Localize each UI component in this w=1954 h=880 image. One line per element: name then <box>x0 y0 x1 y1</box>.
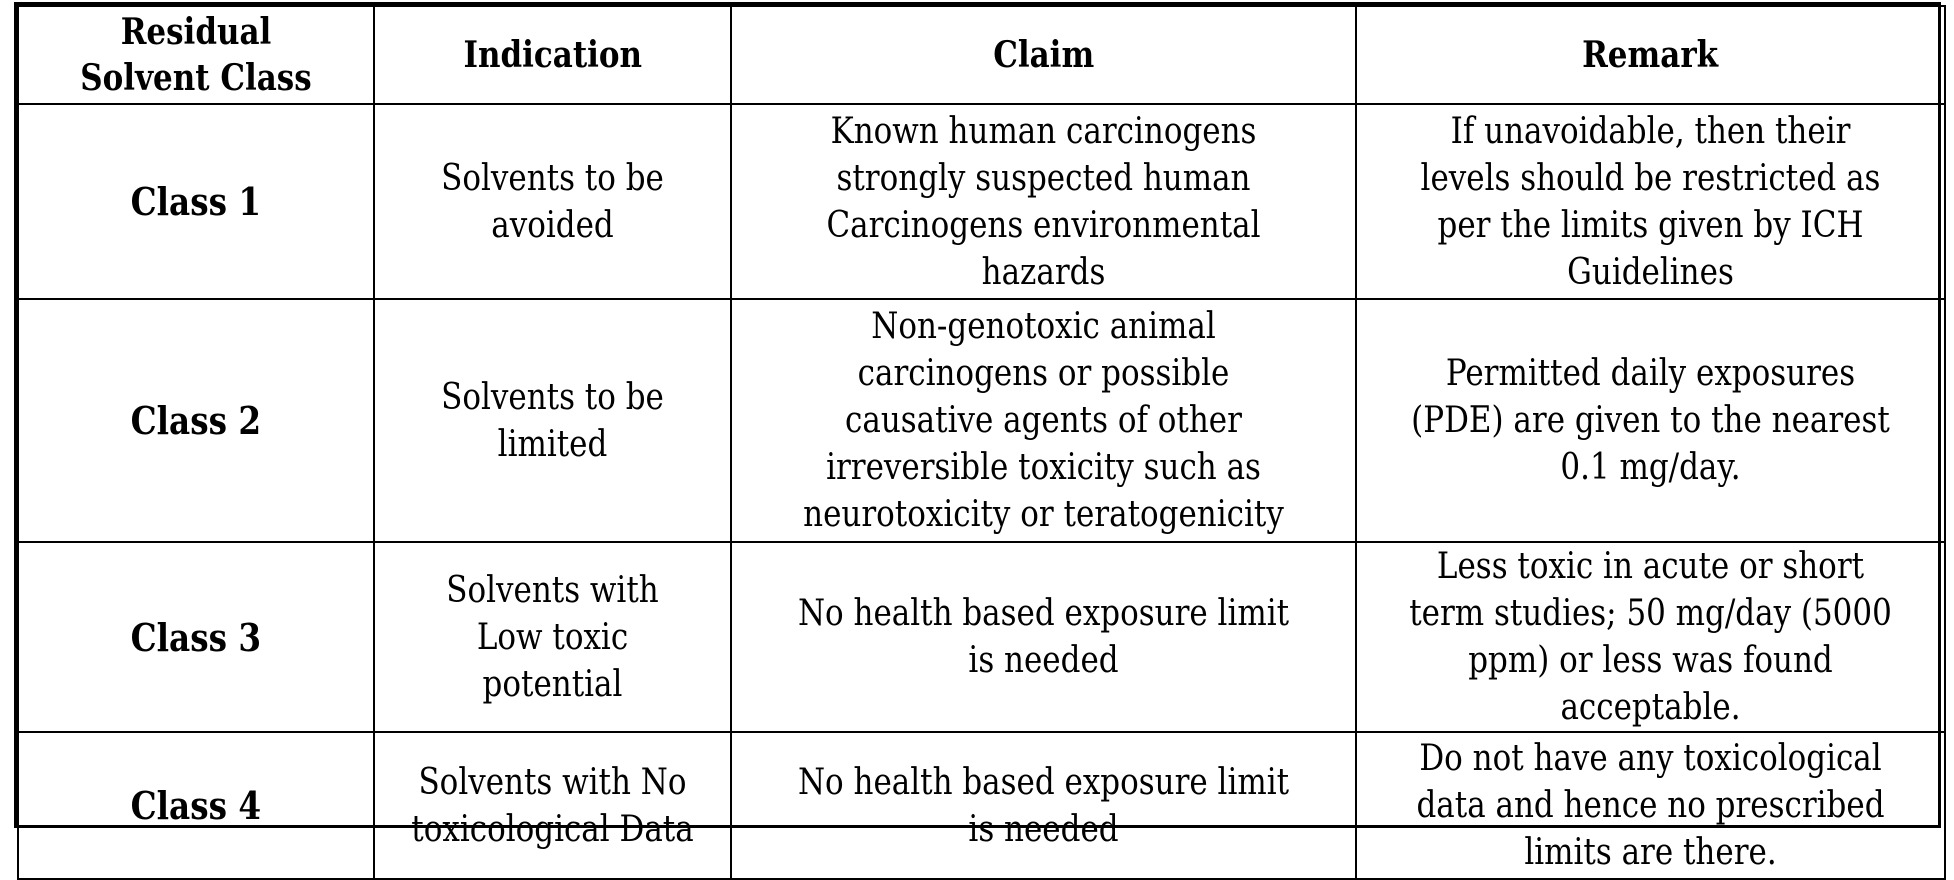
remark-text: Do not have any toxicological data and hence no prescribed limits are there. <box>1416 738 1885 873</box>
cell-remark <box>1356 732 1945 879</box>
class-label: Class 1 <box>130 179 262 224</box>
indication-text: Solvents to be limited <box>441 376 664 465</box>
cell-class <box>18 542 374 732</box>
cell-indication <box>374 299 731 542</box>
cell-claim <box>731 299 1356 542</box>
cell-class <box>18 732 374 879</box>
header-claim <box>731 6 1356 104</box>
cell-class <box>18 299 374 542</box>
cell-remark <box>1356 542 1945 732</box>
cell-claim <box>731 542 1356 732</box>
claim-text: No health based exposure limit is needed <box>797 593 1290 681</box>
indication-text: Solvents with Low toxic potential <box>446 569 659 705</box>
cell-class <box>18 104 374 299</box>
cell-indication <box>374 732 731 879</box>
table-header-row <box>18 6 1945 104</box>
indication-text: Solvents with No toxicological Data <box>411 761 694 850</box>
class-label: Class 3 <box>130 614 262 660</box>
cell-claim <box>731 732 1356 879</box>
claim-text: Non-genotoxic animal carcinogens or possible causative agents of other irreversible toxicity such as neurotoxicity or teratogenicity <box>803 306 1284 535</box>
header-residual-solvent-class <box>18 6 374 104</box>
class-label: Class 4 <box>130 783 262 828</box>
residual-solvent-table-container <box>14 2 1941 873</box>
remark-text: Permitted daily exposures (PDE) are given to the nearest 0.1 mg/day. <box>1411 353 1890 488</box>
table-row <box>18 732 1945 879</box>
remark-text: Less toxic in acute or short term studies; 50 mg/day (5000 ppm) or less was found acceptable. <box>1409 546 1892 728</box>
table-row <box>18 104 1945 299</box>
header-label: Claim <box>993 34 1094 76</box>
header-label: Indication <box>463 34 642 76</box>
table-row <box>18 542 1945 732</box>
cell-remark <box>1356 299 1945 542</box>
header-label: Residual Solvent Class <box>80 11 312 99</box>
class-label: Class 2 <box>130 398 262 443</box>
cell-indication <box>374 104 731 299</box>
remark-text: If unavoidable, then their levels should be restricted as per the limits given by ICH Guidelines <box>1420 110 1881 293</box>
cell-indication <box>374 542 731 732</box>
header-remark <box>1356 6 1945 104</box>
cell-remark <box>1356 104 1945 299</box>
header-indication <box>374 6 731 104</box>
residual-solvent-table <box>17 5 1946 880</box>
indication-text: Solvents to be avoided <box>441 157 664 246</box>
cell-claim <box>731 104 1356 299</box>
header-label: Remark <box>1582 34 1719 76</box>
claim-text: Known human carcinogens strongly suspected human Carcinogens environmental hazards <box>826 110 1261 293</box>
table-outer-border <box>14 2 1941 873</box>
claim-text: No health based exposure limit is needed <box>797 761 1290 850</box>
table-row <box>18 299 1945 542</box>
